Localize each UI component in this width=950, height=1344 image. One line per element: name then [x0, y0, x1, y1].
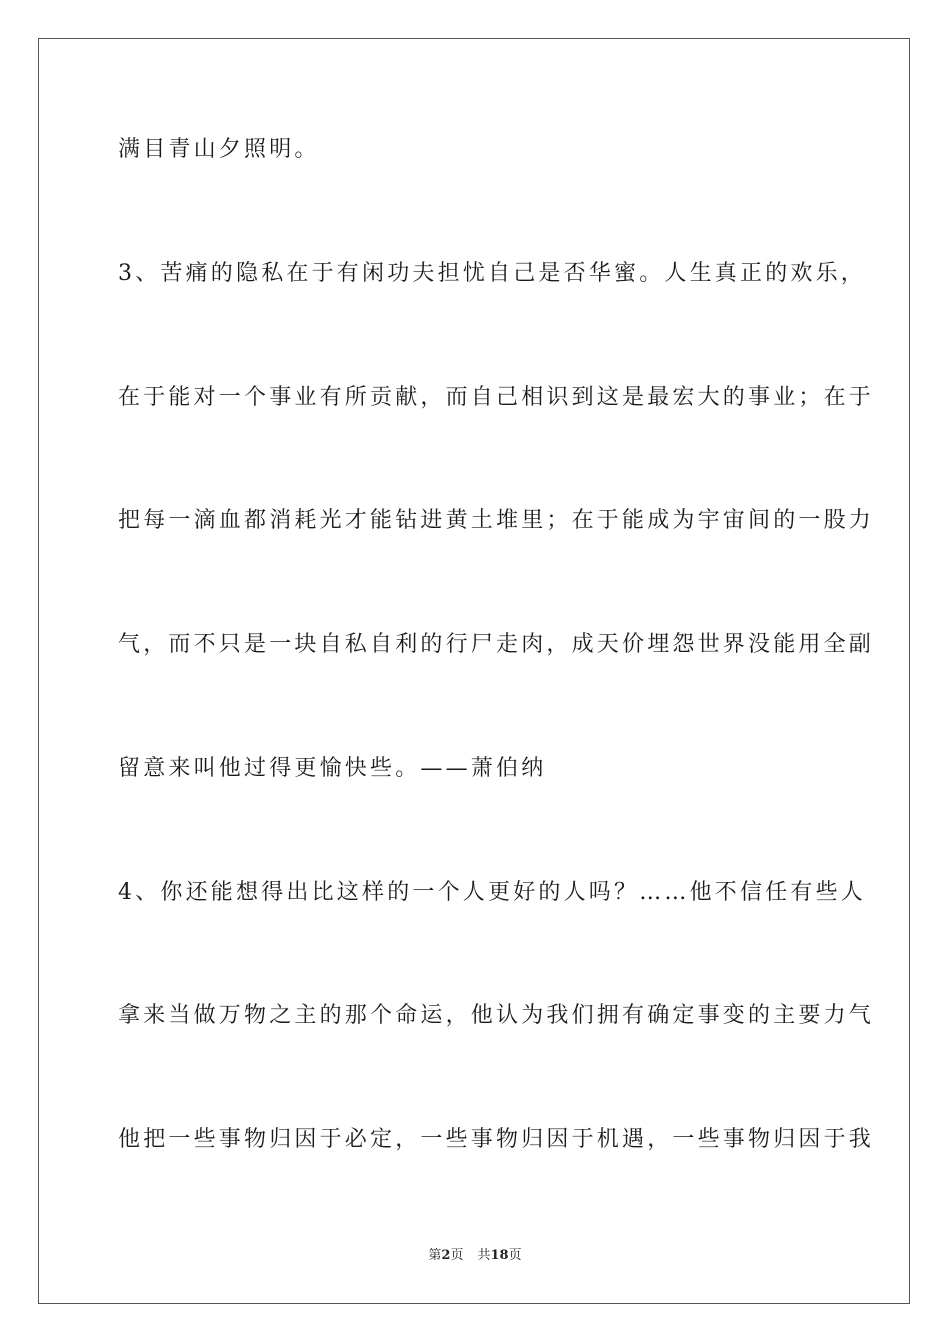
- text-line: 满目青山夕照明。: [118, 137, 320, 162]
- text-line: 他把一些事物归因于必定，一些事物归因于机遇，一些事物归因于我: [118, 1127, 875, 1152]
- page-number: 2: [441, 1248, 451, 1263]
- text-line: 拿来当做万物之主的那个命运，他认为我们拥有确定事变的主要力气: [118, 1003, 875, 1028]
- text-line: 把每一滴血都消耗光才能钻进黄土堆里；在于能成为宇宙间的一股力: [118, 508, 875, 533]
- total-pages-indicator: 共18页: [477, 1248, 522, 1263]
- page-border: [38, 38, 910, 1304]
- text-line: 3、苦痛的隐私在于有闲功夫担忧自己是否华蜜。人生真正的欢乐，: [118, 261, 866, 286]
- page-indicator: 第2页: [428, 1248, 464, 1263]
- page-footer: [0, 1247, 950, 1265]
- text-line: 4、你还能想得出比这样的一个人更好的人吗？……他不信任有些人: [118, 880, 866, 905]
- total-pages: 18: [490, 1248, 509, 1263]
- text-line: 气，而不只是一块自私自利的行尸走肉，成天价埋怨世界没能用全副: [118, 632, 875, 657]
- text-line: 在于能对一个事业有所贡献，而自己相识到这是最宏大的事业；在于: [118, 385, 875, 410]
- text-line: 留意来叫他过得更愉快些。——萧伯纳: [118, 756, 547, 781]
